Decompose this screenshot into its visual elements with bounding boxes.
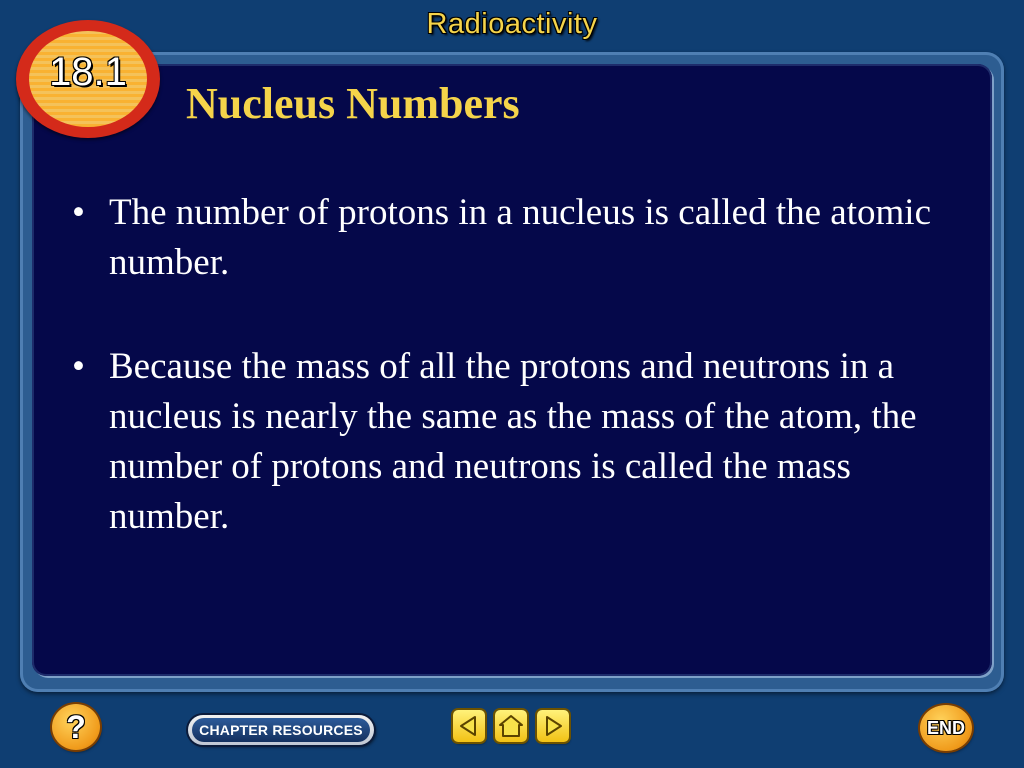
triangle-left-icon: [453, 710, 485, 742]
triangle-right-icon: [537, 710, 569, 742]
previous-button[interactable]: [453, 710, 485, 742]
chapter-resources-label: CHAPTER RESOURCES: [192, 718, 370, 742]
bullet-text: The number of protons in a nucleus is called the atomic number.: [109, 192, 931, 283]
chapter-title: Radioactivity: [426, 8, 598, 40]
bullet-symbol: •: [72, 346, 85, 387]
bullet-item-atomic-number: [72, 188, 962, 288]
help-button[interactable]: ?: [52, 704, 100, 750]
bullet-item-mass-number: [72, 342, 962, 542]
home-button[interactable]: [495, 710, 527, 742]
bullet-symbol: •: [72, 192, 85, 233]
slide-title: Nucleus Numbers: [186, 79, 520, 128]
bullet-text: Because the mass of all the protons and neutrons in a nucleus is nearly the same as the mass of the atom, the number of protons and neutrons is called the mass number.: [109, 346, 917, 537]
bullet-list: [72, 188, 962, 596]
section-badge: [16, 20, 160, 138]
next-button[interactable]: [537, 710, 569, 742]
chapter-resources-button[interactable]: [188, 715, 374, 745]
section-number: 18.1: [49, 50, 127, 94]
home-icon: [495, 710, 527, 742]
bottom-toolbar: [0, 692, 1024, 768]
end-button[interactable]: END: [920, 705, 972, 751]
